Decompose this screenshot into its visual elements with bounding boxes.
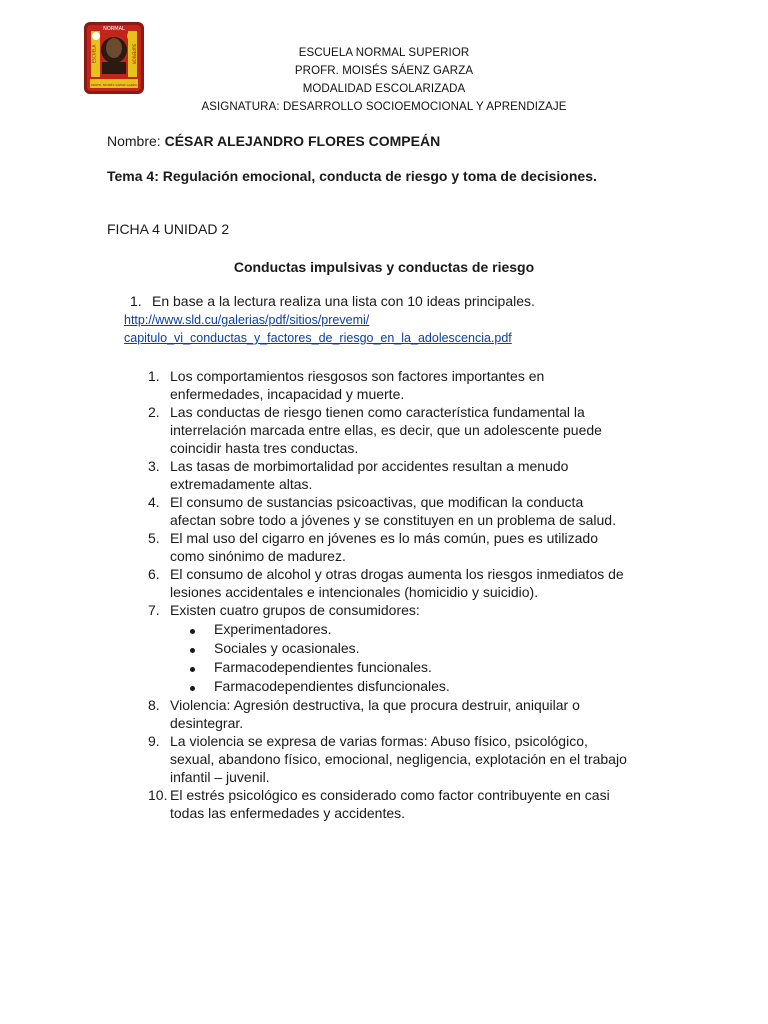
list-item-number: 6.: [148, 566, 160, 582]
reference-link-line-2[interactable]: capitulo_vi_conductas_y_factores_de_riesgo_en_la_adolescencia.pdf: [124, 331, 512, 345]
list-item-number: 2.: [148, 404, 160, 420]
list-item-line: La violencia se expresa de varias formas: Abuso físico, psicológico,: [170, 733, 588, 749]
logo-right-text: SUPERIOR: [131, 43, 137, 65]
list-item: [148, 565, 668, 601]
list-item: [148, 601, 668, 696]
list-item-number: 3.: [148, 458, 160, 474]
list-item-line: lesiones accidentales e intencionales (homicidio y suicidio).: [170, 584, 539, 600]
reference-link-line-1[interactable]: http://www.sld.cu/galerias/pdf/sitios/prevemi/: [124, 313, 370, 327]
logo-left-text: ESCUELA: [91, 44, 97, 64]
modality: MODALIDAD ESCOLARIZADA: [302, 83, 466, 95]
list-item-line: Las tasas de morbimortalidad por accidentes resultan a menudo: [170, 458, 569, 474]
list-item: [148, 403, 668, 457]
list-item: [148, 457, 668, 493]
list-item-line: como sinónimo de madurez.: [170, 548, 346, 564]
list-item-line: desintegrar.: [170, 715, 244, 731]
list-item: [148, 529, 668, 565]
list-item-line: Violencia: Agresión destructiva, la que procura destruir, aniquilar o: [170, 697, 580, 713]
list-item-line: afectan sobre todo a jóvenes y se constituyen en un problema de salud.: [170, 512, 616, 528]
bullet-item: [148, 677, 668, 696]
list-item-line: infantil – juvenil.: [170, 769, 270, 785]
bullet-icon: [190, 648, 195, 653]
list-item: [148, 696, 668, 732]
student-line: [107, 133, 440, 149]
list-item-line: coincidir hasta tres conductas.: [170, 440, 359, 456]
list-item-line: El mal uso del cigarro en jóvenes es lo más común, pues es utilizado: [170, 530, 598, 546]
list-item-number: 7.: [148, 602, 160, 618]
school-crest-logo: [84, 22, 144, 94]
list-item-number: 10.: [148, 787, 168, 803]
list-item-number: 8.: [148, 697, 160, 713]
bullet-item: [148, 658, 668, 677]
school-director-name: PROFR. MOISÉS SÁENZ GARZA: [294, 65, 474, 77]
logo-top-text: NORMAL: [103, 26, 125, 32]
bullet-icon: [190, 629, 195, 634]
list-item-line: El estrés psicológico es considerado como factor contribuyente en casi: [170, 787, 610, 803]
list-item-text: [170, 367, 668, 403]
question-1: [130, 293, 535, 309]
list-item-text: [170, 565, 668, 601]
list-item-line: Los comportamientos riesgosos son factores importantes en: [170, 368, 545, 384]
bullet-item: [148, 620, 668, 639]
list-item-text: [170, 403, 668, 457]
list-item-line: Existen cuatro grupos de consumidores:: [170, 602, 420, 618]
question-text: En base a la lectura realiza una lista con 10 ideas principales.: [152, 293, 535, 309]
bullet-icon: [190, 686, 195, 691]
list-item-line: Las conductas de riesgo tienen como característica fundamental la: [170, 404, 585, 420]
list-item-text: [170, 601, 668, 696]
student-name: CÉSAR ALEJANDRO FLORES COMPEÁN: [164, 133, 441, 149]
topic-title: Tema 4: Regulación emocional, conducta de riesgo y toma de decisiones.: [107, 168, 597, 184]
list-item: [148, 732, 668, 786]
list-item-number: 4.: [148, 494, 160, 510]
list-item-line: todas las enfermedades y accidentes.: [170, 805, 406, 821]
section-subtitle: Conductas impulsivas y conductas de riesgo: [233, 259, 535, 275]
ficha-label: FICHA 4 UNIDAD 2: [107, 221, 230, 237]
list-item-text: [170, 696, 668, 732]
list-item-number: 1.: [148, 368, 160, 384]
list-item-text: [170, 457, 668, 493]
list-item: [148, 786, 668, 822]
list-item-line: El consumo de sustancias psicoactivas, que modifican la conducta: [170, 494, 584, 510]
school-name: ESCUELA NORMAL SUPERIOR: [298, 47, 470, 59]
subject: ASIGNATURA: DESARROLLO SOCIOEMOCIONAL Y APRENDIZAJE: [201, 101, 567, 113]
bullet-item-text: Experimentadores.: [214, 621, 332, 637]
bullet-icon: [190, 667, 195, 672]
list-item-line: interrelación marcada entre ellas, es decir, que un adolescente puede: [170, 422, 602, 438]
list-item-text: [170, 732, 668, 786]
list-item-line: sexual, abandono físico, emocional, negligencia, explotación en el trabajo: [170, 751, 627, 767]
list-item-text: [170, 529, 668, 565]
list-item-number: 9.: [148, 733, 160, 749]
logo-bottom-text: PROFR. MOISÉS SÁENZ GARZA: [90, 83, 138, 87]
student-label: Nombre:: [107, 133, 161, 149]
list-item-line: extremadamente altas.: [170, 476, 313, 492]
list-item: [148, 367, 668, 403]
bullet-item-text: Farmacodependientes disfuncionales.: [214, 678, 450, 694]
list-item-number: 5.: [148, 530, 160, 546]
bullet-item: [148, 639, 668, 658]
ideas-list: [148, 367, 668, 822]
list-item: [148, 493, 668, 529]
list-item-line: enfermedades, incapacidad y muerte.: [170, 386, 405, 402]
question-number: 1.: [130, 293, 142, 309]
bullet-item-text: Farmacodependientes funcionales.: [214, 659, 432, 675]
bullet-item-text: Sociales y ocasionales.: [214, 640, 360, 656]
document-header: [160, 44, 608, 116]
list-item-line: El consumo de alcohol y otras drogas aumenta los riesgos inmediatos de: [170, 566, 624, 582]
list-item-text: [170, 493, 668, 529]
consumer-groups-list: [148, 620, 668, 696]
list-item-text: [170, 786, 668, 822]
